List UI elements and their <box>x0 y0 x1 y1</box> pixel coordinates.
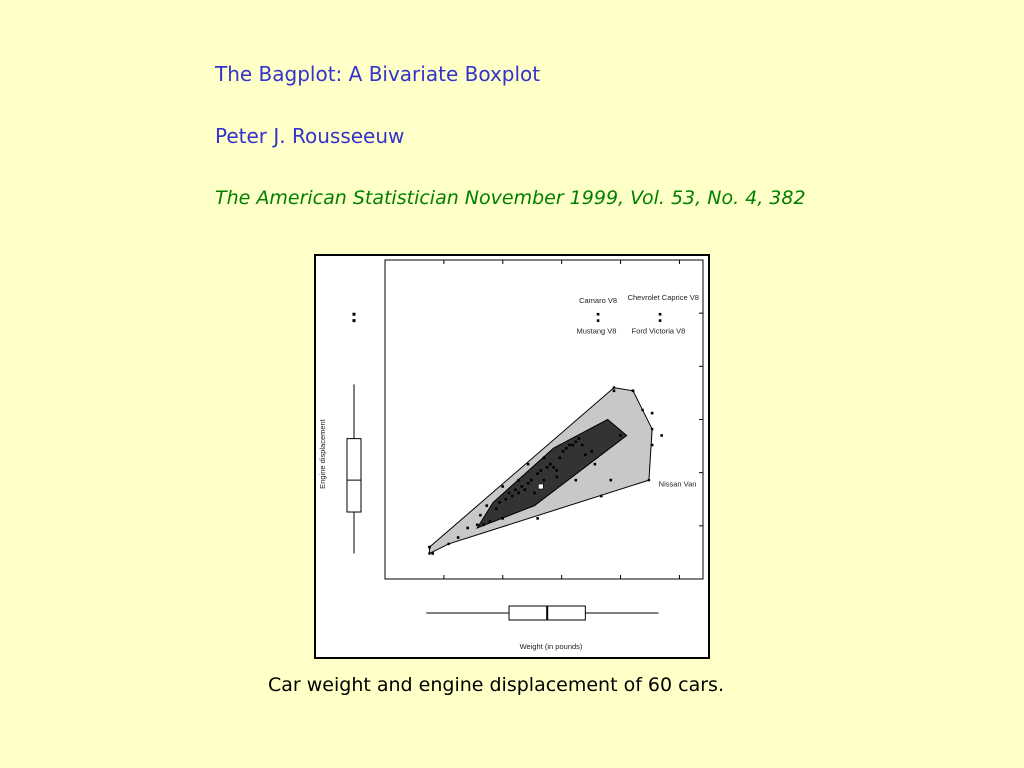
x-axis-label: Weight (in pounds) <box>519 642 583 651</box>
bagplot-figure <box>314 254 710 659</box>
data-point <box>536 472 539 475</box>
data-point <box>520 485 523 488</box>
plot-frame <box>385 260 703 579</box>
data-point <box>501 517 504 520</box>
data-point <box>594 463 597 466</box>
data-point <box>505 498 508 501</box>
y-boxplot <box>347 313 361 554</box>
data-point <box>489 520 492 523</box>
data-point <box>514 488 517 491</box>
data-point <box>546 466 549 469</box>
data-point <box>508 492 511 495</box>
fence-vertex <box>632 390 634 392</box>
annotation-label: Camaro V8 <box>579 296 618 306</box>
data-point <box>575 441 578 444</box>
data-point <box>562 450 565 453</box>
data-point <box>555 476 558 479</box>
y-outlier <box>353 319 356 322</box>
data-point <box>517 492 520 495</box>
data-point <box>597 313 600 316</box>
data-point <box>536 517 539 520</box>
data-point <box>533 492 536 495</box>
fence-vertex <box>651 428 653 430</box>
data-point <box>466 527 469 530</box>
data-point <box>485 504 488 507</box>
annotation-label: Chevrolet Caprice V8 <box>627 292 699 302</box>
fence-vertex <box>641 409 643 411</box>
depth-median <box>538 484 543 489</box>
data-point <box>476 523 479 526</box>
annotation-label: Mustang V8 <box>576 326 617 336</box>
data-point <box>571 444 574 447</box>
fence-vertex <box>428 552 430 554</box>
data-point <box>527 482 530 485</box>
data-point <box>549 463 552 466</box>
data-point <box>552 466 555 469</box>
data-point <box>482 523 485 526</box>
data-point <box>619 434 622 437</box>
fence-vertex <box>428 546 430 548</box>
data-point <box>597 319 600 322</box>
data-point <box>578 437 581 440</box>
data-point <box>543 479 546 482</box>
figure-caption: Car weight and engine displacement of 60 cars. <box>268 674 724 696</box>
data-point <box>543 456 546 459</box>
data-point <box>613 389 616 392</box>
fence-vertex <box>648 479 650 481</box>
data-point <box>659 313 662 316</box>
data-point <box>659 319 662 322</box>
data-point <box>457 536 460 539</box>
data-point <box>524 488 527 491</box>
data-point <box>431 552 434 555</box>
y-box <box>347 439 361 512</box>
data-point <box>527 463 530 466</box>
data-point <box>581 444 584 447</box>
y-outlier <box>353 313 356 316</box>
data-point <box>540 469 543 472</box>
data-point <box>584 453 587 456</box>
data-point <box>590 450 593 453</box>
data-point <box>660 434 663 437</box>
fence-vertex <box>613 386 615 388</box>
bagplot-svg <box>316 256 708 657</box>
data-point <box>565 447 568 450</box>
data-point <box>530 479 533 482</box>
x-boxplot <box>426 606 658 620</box>
data-point <box>651 444 654 447</box>
data-point <box>498 501 501 504</box>
data-point <box>568 444 571 447</box>
slide-title: The Bagplot: A Bivariate Boxplot <box>215 62 541 86</box>
slide-citation: The American Statistician November 1999, Vol. 53, No. 4, 382 <box>215 187 806 209</box>
data-point <box>651 412 654 415</box>
data-point <box>517 479 520 482</box>
data-point <box>479 514 482 517</box>
slide-author: Peter J. Rousseeuw <box>215 124 405 148</box>
data-point <box>555 469 558 472</box>
annotation-label: Nissan Van <box>658 479 697 489</box>
annotation-label: Ford Victoria V8 <box>631 326 686 336</box>
data-point <box>609 479 612 482</box>
data-point <box>575 479 578 482</box>
data-point <box>559 456 562 459</box>
y-axis-label: Engine displacement <box>318 419 327 489</box>
fence-vertex <box>447 543 449 545</box>
data-point <box>501 485 504 488</box>
data-point <box>511 495 514 498</box>
data-point <box>600 495 603 498</box>
data-point <box>495 508 498 511</box>
